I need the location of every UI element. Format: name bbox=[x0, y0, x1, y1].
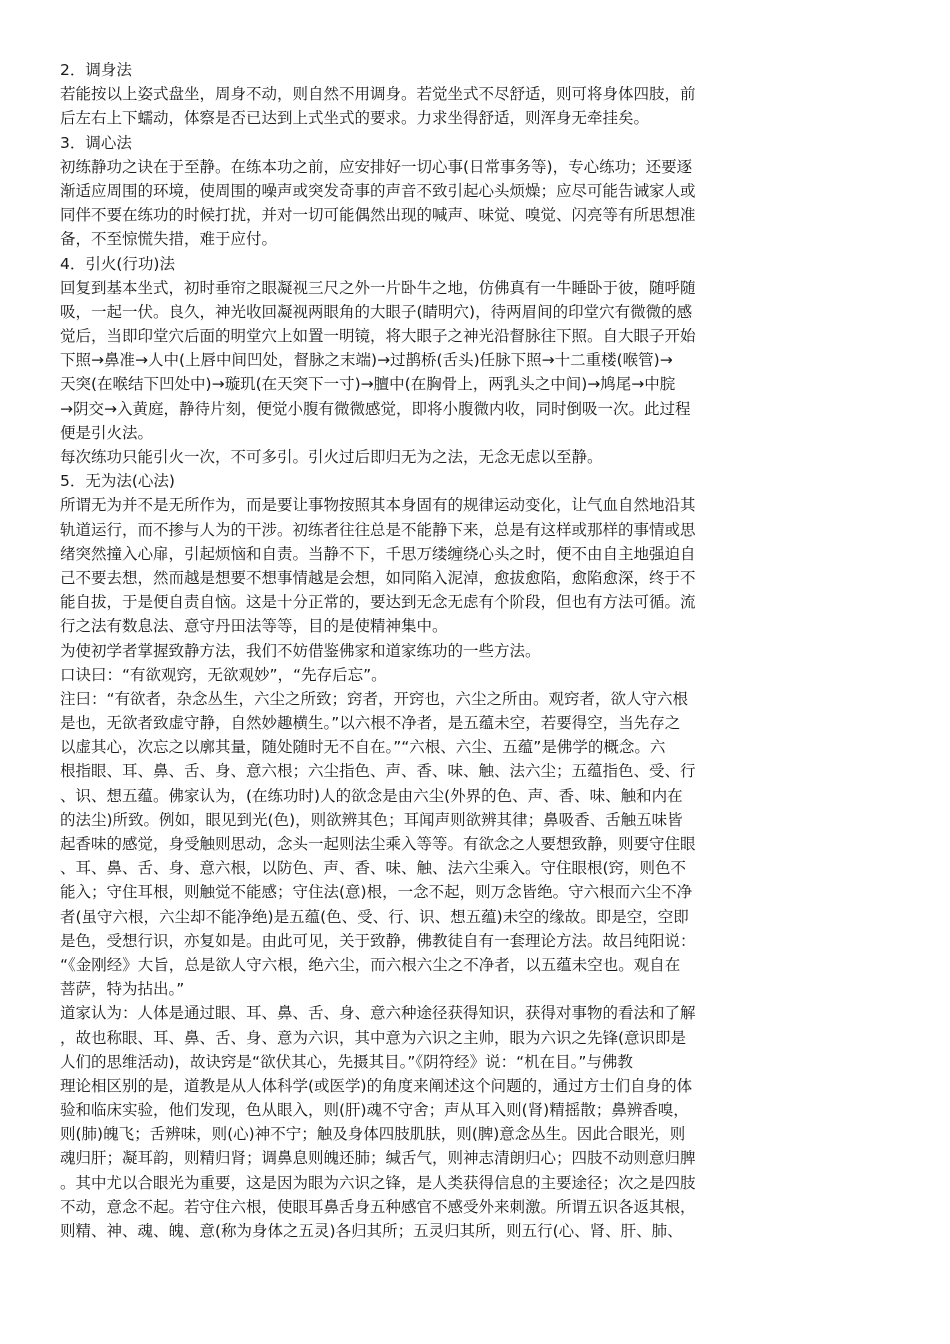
text-line: 是也，无欲者致虚守静，自然妙趣横生。”以六根不净者，是五蕴未空，若要得空，当先存之 bbox=[60, 714, 681, 733]
text-line: 便是引火法。 bbox=[60, 423, 154, 442]
text-line: “《金刚经》大旨，总是欲人守六根，绝六尘，而六根六尘之不净者，以五蕴未空也。观自在 bbox=[60, 955, 681, 974]
text-line: 备，不至惊慌失措，难于应付。 bbox=[60, 230, 278, 249]
text-line: 不动，意念不起。若守住六根，使眼耳鼻舌身五种感官不感受外来刺激。所谓五识各返其根， bbox=[60, 1197, 696, 1216]
text-line: 回复到基本坐式，初时垂帘之眼凝视三尺之外一片卧牛之地，仿佛真有一牛睡卧于彼，随呼随 bbox=[60, 278, 696, 297]
text-line: 3．调心法 bbox=[60, 133, 132, 152]
text-line: 以虚其心，次忘之以廓其量，随处随时无不自在。”“六根、六尘、五蕴”是佛学的概念。六 bbox=[60, 738, 666, 757]
text-line: 行之法有数息法、意守丹田法等等，目的是使精神集中。 bbox=[60, 617, 448, 636]
text-line: 能入；守住耳根，则触觉不能感；守住法(意)根，一念不起，则万念皆绝。守六根而六尘不净 bbox=[60, 883, 693, 902]
text-line: 菩萨，特为拈出。” bbox=[60, 980, 185, 999]
text-line: 注曰：“有欲者，杂念丛生，六尘之所致；窍者，开窍也，六尘之所由。观窍者，欲人守六根 bbox=[60, 689, 689, 708]
text-line: 者(虽守六根，六尘却不能净绝)是五蕴(色、受、行、识、想五蕴)未空的缘故。即是空，空即 bbox=[60, 907, 689, 926]
text-line: 能自拔，于是便自责自恼。这是十分正常的，要达到无念无虑有个阶段，但也有方法可循。流 bbox=[60, 593, 696, 612]
text-line: 、耳、鼻、舌、身、意六根，以防色、声、香、味、触、法六尘乘入。守住眼根(窍，则色不 bbox=[60, 859, 687, 878]
text-line: 若能按以上姿式盘坐，周身不动，则自然不用调身。若觉坐式不尽舒适，则可将身体四肢，前 bbox=[60, 85, 696, 104]
text-line: ，故也称眼、耳、鼻、舌、身、意为六识，其中意为六识之主帅，眼为六识之先锋(意识即是 bbox=[60, 1028, 687, 1047]
text-line: 绪突然撞入心扉，引起烦恼和自责。当静不下，千思万缕缠绕心头之时，便不由自主地强迫自 bbox=[60, 544, 696, 563]
text-line: 人们的思维活动)，故诀窍是“欲伏其心，先摄其目。”《阴符经》说：“机在目。”与佛教 bbox=[60, 1052, 633, 1071]
text-line: 验和临床实验，他们发现，色从眼入，则(肝)魂不守舍；声从耳入则(肾)精摇散；鼻辨香嗅， bbox=[60, 1101, 689, 1120]
text-line: 吸，一起一伏。良久，神光收回凝视两眼角的大眼子(睛明穴)，待两眉间的印堂穴有微微的感 bbox=[60, 302, 693, 321]
text-line: 天突(在喉结下凹处中)→璇玑(在天突下一寸)→膻中(在胸骨上，两乳头之中间)→鸠尾→中脘 bbox=[60, 375, 676, 394]
text-line: 为使初学者掌握致静方法，我们不妨借鉴佛家和道家练功的一些方法。 bbox=[60, 641, 541, 660]
text-line: 魂归肝；凝耳韵，则精归肾；调鼻息则魄还肺；缄舌气，则神志清朗归心；四肢不动则意归脾 bbox=[60, 1149, 696, 1168]
text-line: 己不要去想，然而越是想要不想事情越是会想，如同陷入泥淖，愈拔愈陷，愈陷愈深，终于不 bbox=[60, 568, 696, 587]
document-page bbox=[60, 58, 890, 1243]
text-line: 。其中尤以合眼光为重要，这是因为眼为六识之锋，是人类获得信息的主要途径；次之是四肢 bbox=[60, 1173, 696, 1192]
text-line: 道家认为：人体是通过眼、耳、鼻、舌、身、意六种途径获得知识，获得对事物的看法和了解 bbox=[60, 1004, 696, 1023]
text-line: 的法尘)所致。例如，眼见到光(色)，则欲辨其色；耳闻声则欲辨其律；鼻吸香、舌触五味皆 bbox=[60, 810, 683, 829]
text-line: 渐适应周围的环境，使周围的噪声或突发奇事的声音不致引起心头烦燥；应尽可能告诫家人或 bbox=[60, 181, 696, 200]
text-line: →阴交→入黄庭，静待片刻，便觉小腹有微微感觉，即将小腹微内收，同时倒吸一次。此过程 bbox=[60, 399, 691, 418]
text-line: 初练静功之诀在于至静。在练本功之前，应安排好一切心事(日常事务等)，专心练功；还要逐 bbox=[60, 157, 693, 176]
text-line: 后左右上下蠕动，体察是否已达到上式坐式的要求。力求坐得舒适，则浑身无牵挂矣。 bbox=[60, 109, 650, 128]
text-line: 同伴不要在练功的时候打扰，并对一切可能偶然出现的喊声、味觉、嗅觉、闪亮等有所思想准 bbox=[60, 206, 696, 225]
text-line: 所谓无为并不是无所作为，而是要让事物按照其本身固有的规律运动变化，让气血自然地沿其 bbox=[60, 496, 696, 515]
text-line: 4．引火(行功)法 bbox=[60, 254, 175, 273]
text-line: 觉后，当即印堂穴后面的明堂穴上如置一明镜，将大眼子之神光沿督脉往下照。自大眼子开始 bbox=[60, 327, 696, 346]
text-line: 2．调身法 bbox=[60, 61, 132, 79]
text-line: 则(肺)魄飞；舌辨味，则(心)神不宁；触及身体四肢肌肤，则(脾)意念丛生。因此合眼光，则 bbox=[60, 1125, 686, 1144]
text-line: 则精、神、魂、魄、意(称为身体之五灵)各归其所；五灵归其所，则五行(心、肾、肝、肺、 bbox=[60, 1222, 683, 1240]
text-line: 起香味的感觉，身受触则思动，念头一起则法尘乘入等等。有欲念之人要想致静，则要守住眼 bbox=[60, 835, 696, 853]
text-line: 、识、想五蕴。佛家认为，(在练功时)人的欲念是由六尘(外界的色、声、香、味、触和内在 bbox=[60, 786, 683, 805]
text-line: 每次练功只能引火一次，不可多引。引火过后即归无为之法，无念无虑以至静。 bbox=[60, 448, 603, 466]
text-line: 是色，受想行识，亦复如是。由此可见，关于致静，佛教徒自有一套理论方法。故吕纯阳说： bbox=[60, 931, 696, 950]
text-line: 5．无为法(心法) bbox=[60, 472, 175, 491]
text-line: 下照→鼻准→人中(上唇中间凹处，督脉之末端)→过鹊桥(舌头)任脉下照→十二重楼(喉管)→ bbox=[60, 351, 673, 370]
text-line: 理论相区别的是，道教是从人体科学(或医学)的角度来阐述这个问题的，通过方士们自身的体 bbox=[60, 1076, 693, 1095]
text-line: 轨道运行，而不掺与人为的干涉。初练者往往总是不能静下来，总是有这样或那样的事情或思 bbox=[60, 520, 696, 539]
text-line: 口诀曰：“有欲观窍，无欲观妙”，“先存后忘”。 bbox=[60, 665, 387, 684]
text-line: 根指眼、耳、鼻、舌、身、意六根；六尘指色、声、香、味、触、法六尘；五蕴指色、受、行 bbox=[60, 762, 696, 781]
